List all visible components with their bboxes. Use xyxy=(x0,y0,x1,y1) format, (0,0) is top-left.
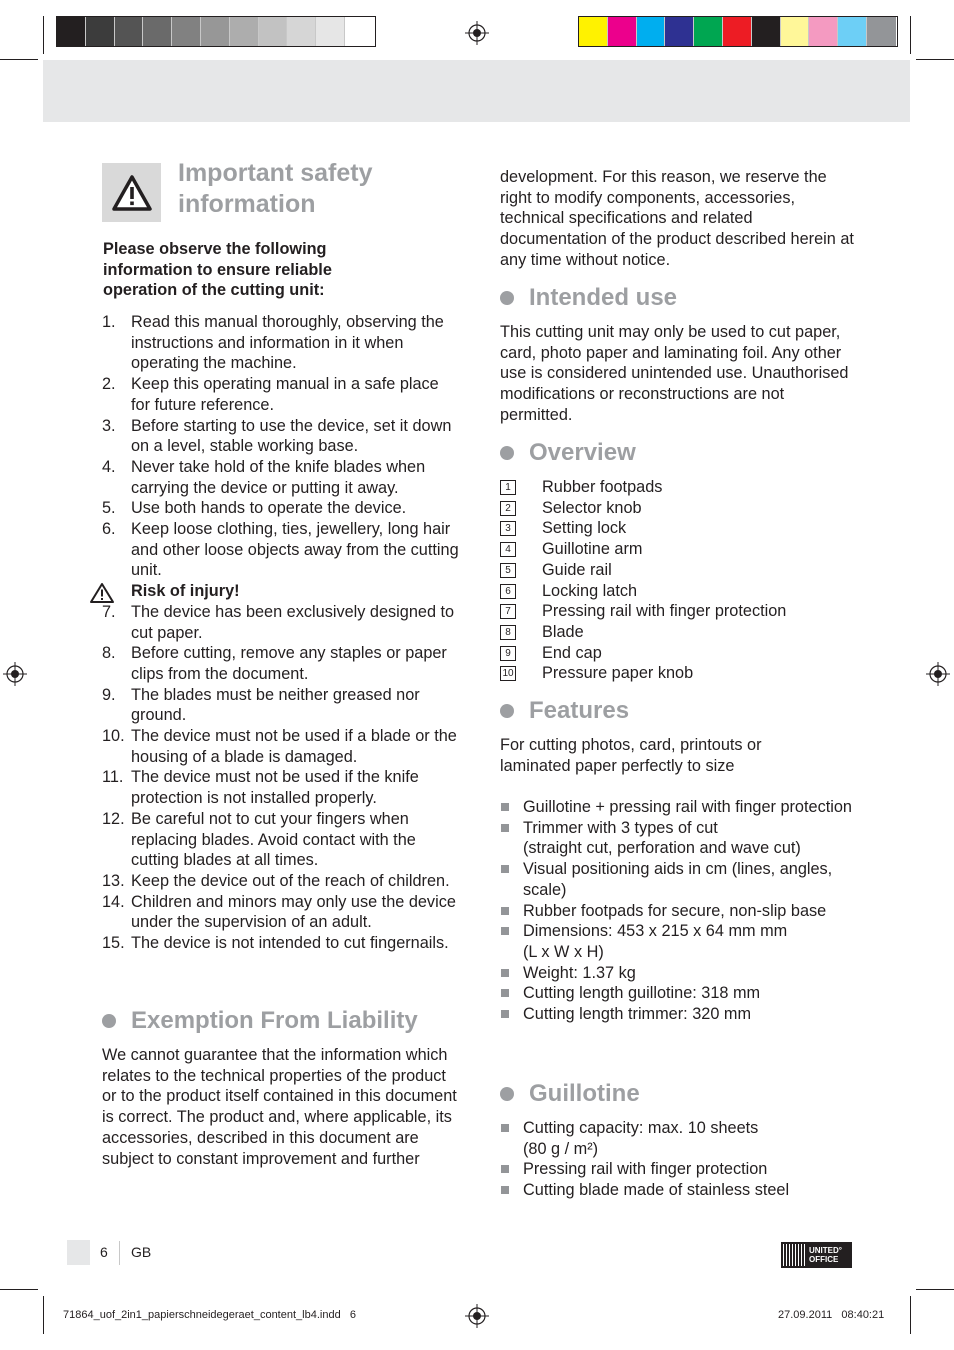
square-bullet-icon xyxy=(501,989,509,997)
color-swatch xyxy=(143,17,172,46)
page-number: 6 xyxy=(100,1244,108,1260)
crop-mark xyxy=(916,59,954,60)
safety-item xyxy=(102,602,462,643)
color-swatch xyxy=(723,17,752,46)
square-bullet-icon xyxy=(501,907,509,915)
safety-item xyxy=(102,498,462,519)
overview-item xyxy=(500,477,860,498)
bullet-dot-icon xyxy=(500,704,514,718)
item-number: 14. xyxy=(102,892,125,911)
bullet-item xyxy=(500,1004,860,1025)
square-bullet-icon xyxy=(501,1165,509,1173)
page-title: Important safety information xyxy=(178,159,373,218)
part-label: Selector knob xyxy=(542,498,642,517)
overview-list xyxy=(500,477,860,684)
item-text: Before cutting, remove any staples or paper clips from the document. xyxy=(131,644,447,683)
item-number: 9. xyxy=(102,685,116,704)
part-label: Setting lock xyxy=(542,519,627,538)
language-code: GB xyxy=(131,1244,152,1260)
bullet-text: Cutting blade made of stainless steel xyxy=(523,1181,790,1200)
overview-item xyxy=(500,539,860,560)
safety-item xyxy=(102,685,462,726)
item-number: 11. xyxy=(102,768,124,787)
intended-use-heading-text: Intended use xyxy=(529,284,678,311)
overview-item xyxy=(500,560,860,581)
bullet-item xyxy=(500,1159,860,1180)
item-text: The device must not be used if a blade or the housing of a blade is damaged. xyxy=(131,727,457,766)
logo-line-1: UNITED° xyxy=(809,1246,842,1255)
safety-item xyxy=(102,767,462,808)
safety-item xyxy=(102,416,462,457)
part-number-box: 2 xyxy=(500,501,516,516)
bullet-text: Dimensions: 453 x 215 x 64 mm mm (L x W x H) xyxy=(523,922,788,961)
part-label: Guide rail xyxy=(542,560,612,579)
square-bullet-icon xyxy=(501,1186,509,1194)
safety-item xyxy=(102,519,462,581)
bullet-dot-icon xyxy=(500,291,514,305)
guillotine-list xyxy=(500,1118,860,1201)
registration-mark-icon xyxy=(465,1304,489,1328)
part-label: Locking latch xyxy=(542,581,638,600)
item-number: 1. xyxy=(102,313,116,331)
overview-item xyxy=(500,518,860,539)
bullet-item xyxy=(500,1180,860,1201)
color-swatch xyxy=(86,17,115,46)
bullet-text: Weight: 1.37 kg xyxy=(523,963,636,982)
intended-use-heading xyxy=(500,283,677,313)
part-number-box: 5 xyxy=(500,563,516,578)
item-number: 10. xyxy=(102,727,125,746)
registration-mark-icon xyxy=(3,662,27,686)
item-text: Keep the device out of the reach of children. xyxy=(131,871,450,890)
part-label: Pressure paper knob xyxy=(542,664,694,683)
item-text: Never take hold of the knife blades when carrying the device or putting it away. xyxy=(131,457,426,497)
bullet-text: Guillotine + pressing rail with finger protection xyxy=(523,798,852,816)
exemption-heading xyxy=(102,1006,418,1036)
crop-mark xyxy=(910,1296,911,1334)
bullet-item xyxy=(500,859,860,900)
risk-warning-item xyxy=(102,581,462,602)
registration-mark-icon xyxy=(926,662,950,686)
color-swatch xyxy=(579,17,608,46)
color-swatch xyxy=(694,17,723,46)
item-number: 13. xyxy=(102,871,125,890)
color-swatch xyxy=(287,17,316,46)
item-number: 3. xyxy=(102,416,116,435)
part-number-box: 1 xyxy=(500,480,516,495)
safety-item xyxy=(102,933,462,954)
item-text: Risk of injury! xyxy=(131,582,240,601)
item-number: 6. xyxy=(102,520,116,539)
safety-intro: Please observe the following information to ensure reliable operation of the cutting unit: xyxy=(103,240,332,300)
item-text: Read this manual thoroughly, observing the instructions and information in it when operating the machine. xyxy=(131,313,444,373)
part-label: Blade xyxy=(542,622,584,641)
part-label: Pressing rail with finger protection xyxy=(542,602,787,621)
overview-item xyxy=(500,663,860,684)
continuation-text: development. For this reason, we reserve the right to modify components, accessories, technical specifications and related documentation of the product described herein at any time without notice. xyxy=(500,168,854,269)
part-number-box: 7 xyxy=(500,604,516,619)
bullet-item xyxy=(500,963,860,984)
safety-item xyxy=(102,726,462,767)
color-swatch xyxy=(781,17,810,46)
bullet-text: Cutting length trimmer: 320 mm xyxy=(523,1005,752,1024)
slug-date-info: 27.09.2011 08:40:21 xyxy=(778,1309,885,1321)
features-heading xyxy=(500,696,629,726)
color-swatch xyxy=(809,17,838,46)
guillotine-heading xyxy=(500,1079,640,1109)
color-swatch xyxy=(57,17,86,46)
color-swatch xyxy=(838,17,867,46)
overview-item xyxy=(500,498,860,519)
logo-line-2: OFFICE xyxy=(809,1255,839,1264)
safety-item xyxy=(102,809,462,871)
part-number-box: 8 xyxy=(500,625,516,640)
color-swatch xyxy=(665,17,694,46)
square-bullet-icon xyxy=(501,1010,509,1018)
part-number-box: 10 xyxy=(500,666,516,681)
item-number: 5. xyxy=(102,499,116,518)
square-bullet-icon xyxy=(501,1124,509,1132)
bullet-text: Rubber footpads for secure, non-slip base xyxy=(523,901,827,920)
color-swatch xyxy=(230,17,259,46)
color-swatch xyxy=(259,17,288,46)
bullet-text: Trimmer with 3 types of cut (straight cut, perforation and wave cut) xyxy=(523,818,801,858)
bullet-dot-icon xyxy=(500,446,514,460)
color-swatch xyxy=(172,17,201,46)
overview-item xyxy=(500,581,860,602)
part-label: Guillotine arm xyxy=(542,540,643,559)
gray-swatch-bar xyxy=(56,16,376,47)
bullet-text: Visual positioning aids in cm (lines, angles, scale) xyxy=(523,860,833,899)
overview-heading xyxy=(500,438,636,468)
square-bullet-icon xyxy=(501,969,509,977)
item-number: 7. xyxy=(102,602,116,621)
square-bullet-icon xyxy=(501,803,509,811)
bullet-dot-icon xyxy=(500,1087,514,1101)
part-number-box: 3 xyxy=(500,521,516,536)
bullet-text: Pressing rail with finger protection xyxy=(523,1160,768,1179)
item-number: 8. xyxy=(102,644,116,663)
item-text: Keep loose clothing, ties, jewellery, long hair and other loose objects away from the cutting unit. xyxy=(131,520,459,580)
item-number: 15. xyxy=(102,934,125,953)
color-swatch xyxy=(316,17,345,46)
bullet-item xyxy=(500,1118,860,1159)
crop-mark xyxy=(43,1296,44,1334)
header-band xyxy=(43,60,910,122)
bullet-item xyxy=(500,797,860,818)
features-intro: For cutting photos, card, printouts or laminated paper perfectly to size xyxy=(500,736,762,775)
footer-divider xyxy=(119,1241,120,1265)
crop-mark xyxy=(916,1289,954,1290)
crop-mark xyxy=(0,59,38,60)
page-tab xyxy=(67,1240,90,1265)
safety-item xyxy=(102,643,462,684)
item-text: Keep this operating manual in a safe place for future reference. xyxy=(131,375,439,414)
color-swatch xyxy=(867,17,896,46)
part-number-box: 4 xyxy=(500,542,516,557)
exemption-heading-text: Exemption From Liability xyxy=(131,1007,418,1034)
warning-box xyxy=(102,163,161,222)
united-office-logo xyxy=(781,1242,852,1268)
color-swatch xyxy=(637,17,666,46)
color-swatch xyxy=(115,17,144,46)
item-text: Be careful not to cut your fingers when replacing blades. Avoid contact with the cutting blades at all times. xyxy=(131,809,416,870)
features-heading-text: Features xyxy=(529,697,630,724)
color-swatch xyxy=(201,17,230,46)
overview-item xyxy=(500,601,860,622)
features-list xyxy=(500,797,860,1025)
slug-file-info: 71864_uof_2in1_papierschneidegeraet_content_lb4.indd 6 xyxy=(63,1309,356,1321)
item-text: The device must not be used if the knife protection is not installed properly. xyxy=(131,768,419,808)
bullet-text: Cutting length guillotine: 318 mm xyxy=(523,984,761,1003)
item-text: The blades must be neither greased nor ground. xyxy=(131,685,420,725)
part-number-box: 9 xyxy=(500,646,516,661)
item-text: Use both hands to operate the device. xyxy=(131,499,407,518)
overview-heading-text: Overview xyxy=(529,439,636,466)
safety-item xyxy=(102,892,462,933)
safety-item xyxy=(102,312,462,374)
bullet-text: Cutting capacity: max. 10 sheets (80 g / m²) xyxy=(523,1119,759,1158)
item-number: 12. xyxy=(102,809,125,828)
overview-item xyxy=(500,622,860,643)
square-bullet-icon xyxy=(501,865,509,873)
registration-mark-icon xyxy=(465,21,489,45)
part-label: End cap xyxy=(542,643,602,662)
part-number-box: 6 xyxy=(500,584,516,599)
color-swatch xyxy=(608,17,637,46)
safety-item xyxy=(102,871,462,892)
intended-use-text: This cutting unit may only be used to cut paper, card, photo paper and laminating foil. Any other use is considered unintended use. Unauthorised modifications or reconstructions are not permitted. xyxy=(500,323,849,424)
safety-item xyxy=(102,374,462,415)
part-label: Rubber footpads xyxy=(542,478,663,496)
item-text: The device is not intended to cut fingernails. xyxy=(131,934,449,953)
color-swatch xyxy=(752,17,781,46)
crop-mark xyxy=(43,16,44,54)
crop-mark xyxy=(910,16,911,54)
safety-item xyxy=(102,457,462,498)
exemption-text: We cannot guarantee that the information which relates to the technical properties of the product or to the product itself contained in this document is correct. The product and, where applicable, its accessories, described in this document are subject to constant improvement and further xyxy=(102,1046,457,1168)
square-bullet-icon xyxy=(501,824,509,832)
guillotine-heading-text: Guillotine xyxy=(529,1080,640,1107)
item-text: Before starting to use the device, set it down on a level, stable working base. xyxy=(131,416,452,456)
square-bullet-icon xyxy=(501,927,509,935)
color-swatch xyxy=(345,17,374,46)
overview-item xyxy=(500,643,860,664)
warning-triangle-icon xyxy=(111,174,153,212)
bullet-item xyxy=(500,818,860,859)
logo-grid-icon xyxy=(783,1244,805,1266)
bullet-dot-icon xyxy=(102,1014,116,1028)
item-number: 4. xyxy=(102,457,116,476)
safety-list xyxy=(102,312,462,954)
bullet-item xyxy=(500,921,860,962)
bullet-item xyxy=(500,983,860,1004)
bullet-item xyxy=(500,901,860,922)
item-text: The device has been exclusively designed to cut paper. xyxy=(131,602,455,642)
item-text: Children and minors may only use the device under the supervision of an adult. xyxy=(131,892,456,932)
item-number: 2. xyxy=(102,375,116,394)
crop-mark xyxy=(0,1289,38,1290)
color-swatch-bar xyxy=(578,16,898,47)
